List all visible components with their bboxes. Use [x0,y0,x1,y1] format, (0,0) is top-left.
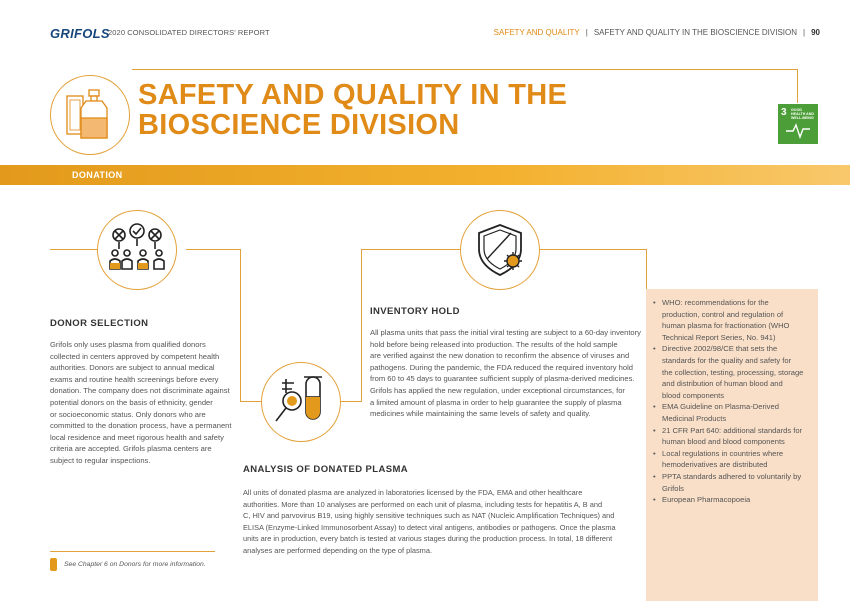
requirement-line: standards for the quality and safety for [662,355,792,365]
connector-line [240,249,241,401]
title-divider-line [132,69,797,70]
inventory-hold-line: from 60 to 45 days to guarantee sufficient supply of plasma-derived medicines. [370,374,635,384]
requirement-item [662,494,818,506]
donor-selection-line: local residence and meet rigorous health and safety [50,432,224,442]
requirement-item [662,343,818,401]
analysis-line: C, HIV and parvovirus B19, using highly sensitive techniques such as NAT (Nucleic Amplification Techniques) and [243,511,615,521]
donor-selection-icon [98,211,176,289]
analysis-line: ELISA (Enzyme-Linked Immunosorbent Assay) to detect viral antigens, antibodies or pathogens. Once the plasma [243,522,616,532]
donor-selection-heading: DONOR SELECTION [50,318,149,329]
donor-selection-line: subject to regular inspections. [50,455,151,465]
footnote-link[interactable]: See Chapter 6 on Donors for more information. [64,561,206,568]
breadcrumb-separator: | [803,28,806,37]
analysis-line: All units of donated plasma are analyzed in laboratories licensed by the FDA, EMA and other healthcare [243,488,583,497]
donor-selection-line: collected in centers approved by competent health [50,351,220,361]
analysis-icon-circle [261,362,341,442]
donor-selection-line: criteria are accepted. Grifols plasma centers are [50,444,212,454]
inventory-hold-line: a limited amount of plasma in order to help guarantee the supply of plasma [370,397,622,407]
sdg-number: 3 [781,107,787,118]
requirement-line: production, control and regulation of [662,309,784,319]
analysis-line: units are in production, every batch is tested at various stages during the production process. In total, 18 different [243,534,613,544]
breadcrumb [494,28,820,37]
inventory-hold-line: medicines while maintaining the same levels of safety and quality. [370,409,591,419]
footnote-marker [50,558,57,571]
donation-band [0,165,850,185]
requirement-line: • Directive 2002/98/CE that sets the [662,344,778,354]
donor-selection-line: committed to the donation process, have a permanent [50,421,232,431]
donor-selection-line: Grifols only uses plasma from qualified donors [50,340,206,349]
inventory-hold-line: All plasma units that pass the initial viral testing are subject to a 60-day inventory [370,328,641,337]
page-title-line-1: SAFETY AND QUALITY IN THE [138,79,568,111]
report-title: 2020 CONSOLIDATED DIRECTORS' REPORT [108,28,270,37]
requirement-line: blood components [662,390,725,400]
inventory-hold-icon-circle [460,210,540,290]
requirement-line: the collection, testing, processing, storage [662,367,804,377]
requirement-line: Technical Report Series, No. 941) [662,332,776,342]
requirement-line: • Local regulations in countries where [662,448,784,458]
requirement-item [662,425,818,448]
inventory-hold-heading: INVENTORY HOLD [370,306,460,317]
title-icon-circle [50,75,130,155]
requirement-line: • WHO: recommendations for the [662,298,769,307]
sdg-3-badge [778,104,818,144]
requirement-line: and distribution of human blood and [662,379,783,389]
donor-selection-line: or socioeconomic status. Only donors who are [50,409,206,419]
requirement-line: • PPTA standards adhered to voluntarily by [662,471,802,481]
donor-selection-text [50,339,235,467]
requirement-line: • EMA Guideline on Plasma-Derived [662,402,779,412]
vial-icon [51,76,129,154]
shield-virus-icon [461,211,539,289]
connector-line [338,401,362,402]
requirement-line: human plasma for fractionation (WHO [662,321,790,331]
breadcrumb-section[interactable]: SAFETY AND QUALITY [493,28,580,37]
requirement-line: hemoderivatives are distributed [662,460,768,470]
requirement-line: Grifols [662,483,684,493]
inventory-hold-text [370,327,640,420]
page-number: 90 [811,28,820,37]
analysis-heading: ANALYSIS OF DONATED PLASMA [243,464,409,475]
requirements-list [650,297,818,506]
connector-line [186,249,240,250]
donor-selection-line: exams and routine health screenings before every [50,374,219,384]
inventory-hold-line: are verified against the new donation to reconfirm the absence of viruses and [370,351,630,361]
requirement-item [662,401,818,424]
donor-selection-line: authorities. Donors are subject to annual medical [50,363,215,373]
sdg-label: GOOD HEALTH AND WELL-BEING [791,108,814,120]
requirement-item [662,297,818,343]
donor-selection-line: donation. The company does not discriminate against [50,386,230,396]
analysis-text [243,487,643,557]
connector-line [361,249,460,250]
connector-line [538,249,647,250]
requirement-line: Medicinal Products [662,413,727,423]
donor-selection-line: potential donors on the basis of ethnicity, gender [50,397,213,407]
requirement-line: • European Pharmacopoeia [662,495,751,505]
connector-line [240,401,261,402]
breadcrumb-separator: | [585,28,588,37]
analysis-line: authorities. More than 10 analyses are performed on each unit of plasma, including tests for hepatitis A, B and [243,499,603,509]
connector-line [646,249,647,290]
donation-band-label: DONATION [72,170,123,180]
inventory-hold-line: Grifols has applied the new regulation, under exceptional circumstances, for [370,385,625,395]
heartbeat-icon [778,104,818,144]
grifols-logo: GRIFOLS [50,26,110,41]
breadcrumb-subsection[interactable]: SAFETY AND QUALITY IN THE BIOSCIENCE DIVISION [593,28,798,37]
requirement-line: • 21 CFR Part 640: additional standards for [662,425,803,435]
inventory-hold-line: pathogens. During the pandemic, the FDA reduced the required inventory hold [370,362,633,372]
requirement-line: human blood and blood components [662,437,785,447]
inventory-hold-line: hold before being released into production. The results of the hold sample [370,339,618,349]
donor-selection-icon-circle [97,210,177,290]
requirements-box [646,289,818,601]
connector-line [361,249,362,402]
title-divider-vertical [797,69,798,103]
analysis-line: analyses are performed depending on the type of plasma. [243,545,432,555]
lab-test-icon [262,363,340,441]
page-title [138,80,658,140]
requirement-item [662,448,818,471]
footnote-divider [50,551,215,552]
requirement-item [662,471,818,494]
page-title-line-2: BIOSCIENCE DIVISION [138,109,460,141]
